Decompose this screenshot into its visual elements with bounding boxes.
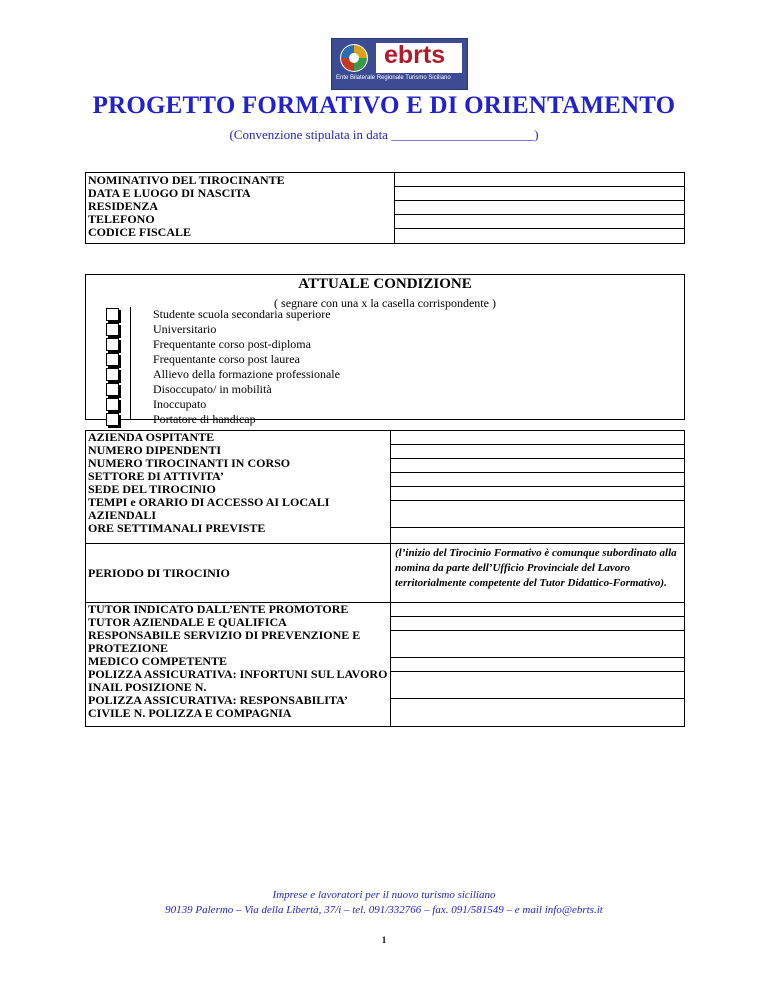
birth-date-place-label: DATA E LUOGO DI NASCITA xyxy=(88,186,251,200)
trainee-labels xyxy=(86,173,395,244)
doctor-label: MEDICO COMPETENTE xyxy=(88,654,228,668)
promoter-tutor-field[interactable] xyxy=(391,603,684,617)
condition-option-label: Portatore di handicap xyxy=(153,412,256,426)
doctor-field[interactable] xyxy=(391,658,684,672)
company-tutor-label: TUTOR AZIENDALE E QUALIFICA xyxy=(88,615,287,629)
agreement-date-line: (Convenzione stipulata in data ______________________) xyxy=(229,127,539,142)
logo-subtitle: Ente Bilaterale Regionale Turismo Siciliano xyxy=(336,75,451,81)
employees-field[interactable] xyxy=(391,445,684,459)
page-title: PROGETTO FORMATIVO E DI ORIENTAMENTO xyxy=(92,92,676,119)
checkbox[interactable] xyxy=(106,323,119,336)
checkbox[interactable] xyxy=(106,353,119,366)
training-site-label: SEDE DEL TIROCINIO xyxy=(88,482,216,496)
trainee-name-field[interactable] xyxy=(395,173,684,187)
logo-swirl-icon xyxy=(337,42,371,74)
logo-text: ebrts xyxy=(384,41,446,69)
tutor-labels xyxy=(86,603,391,727)
condition-option-label: Inoccupato xyxy=(153,397,207,411)
footer-tagline: Imprese e lavoratori per il nuovo turismo siciliano xyxy=(272,889,496,901)
company-data-table xyxy=(85,430,685,727)
host-company-field[interactable] xyxy=(391,431,684,445)
page-number: 1 xyxy=(381,935,387,945)
inail-policy-label: POLIZZA ASSICURATIVA: INFORTUNI SUL LAVORO INAIL POSIZIONE N. xyxy=(88,667,388,694)
tutor-values xyxy=(391,603,685,727)
training-period-note: (l’inizio del Tirocinio Formativo è comunque subordinato alla nomina da parte dell’Ufficio Provinciale del Lavoro territorialmente competente del Tutor Didattico-Formativo). xyxy=(391,544,685,603)
access-times-label: TEMPI e ORARIO DI ACCESSO AI LOCALI AZIENDALI xyxy=(88,495,330,522)
residence-field[interactable] xyxy=(395,201,684,215)
footer xyxy=(0,888,768,918)
host-company-label: AZIENDA OSPITANTE xyxy=(88,430,215,444)
training-period-cell xyxy=(86,544,391,603)
liability-policy-label: POLIZZA ASSICURATIVA: RESPONSABILITA’ CIVILE N. POLIZZA E COMPAGNIA xyxy=(88,693,347,720)
weekly-hours-label: ORE SETTIMANALI PREVISTE xyxy=(88,521,266,535)
weekly-hours-field[interactable] xyxy=(391,528,684,541)
residence-label: RESIDENZA xyxy=(88,199,159,213)
company-labels xyxy=(86,431,391,544)
checkbox[interactable] xyxy=(106,413,119,426)
access-times-field[interactable] xyxy=(391,501,684,528)
checkbox[interactable] xyxy=(106,398,119,411)
condition-option-label: Universitario xyxy=(153,322,217,336)
inail-policy-field[interactable] xyxy=(391,672,684,699)
checkbox[interactable] xyxy=(106,308,119,321)
tax-code-label: CODICE FISCALE xyxy=(88,225,192,239)
current-condition-section xyxy=(85,274,685,426)
promoter-tutor-label: TUTOR INDICATO DALL’ENTE PROMOTORE xyxy=(88,602,349,616)
liability-policy-field[interactable] xyxy=(391,699,684,726)
safety-manager-label: RESPONSABILE SERVIZIO DI PREVENZIONE E PROTEZIONE xyxy=(88,628,361,655)
phone-label: TELEFONO xyxy=(88,212,155,226)
trainees-count-label: NUMERO TIROCINANTI IN CORSO xyxy=(88,456,291,470)
sector-label: SETTORE DI ATTIVITA’ xyxy=(88,469,224,483)
ebrts-logo xyxy=(331,38,468,90)
company-values xyxy=(391,431,685,544)
trainee-data-table xyxy=(85,172,685,244)
condition-option-label: Frequentante corso post-diploma xyxy=(153,337,311,351)
trainee-name-label: NOMINATIVO DEL TIROCINANTE xyxy=(88,173,285,187)
tax-code-field[interactable] xyxy=(395,229,684,244)
condition-option-label: Frequentante corso post laurea xyxy=(153,352,300,366)
company-tutor-field[interactable] xyxy=(391,617,684,631)
condition-option-label: Disoccupato/ in mobilità xyxy=(153,382,272,396)
current-condition-instruction: ( segnare con una x la casella corrispondente ) xyxy=(274,296,496,310)
phone-field[interactable] xyxy=(395,215,684,229)
training-period-label: PERIODO DI TIROCINIO xyxy=(88,565,230,580)
current-condition-heading: ATTUALE CONDIZIONE xyxy=(298,276,472,292)
training-site-field[interactable] xyxy=(391,487,684,501)
trainee-values xyxy=(395,173,685,244)
checkbox[interactable] xyxy=(106,368,119,381)
footer-contacts: 90139 Palermo – Via della Libertà, 37/i – tel. 091/332766 – fax. 091/581549 – e mail info@ebrts.it xyxy=(165,904,603,916)
safety-manager-field[interactable] xyxy=(391,631,684,658)
sector-field[interactable] xyxy=(391,473,684,487)
trainees-count-field[interactable] xyxy=(391,459,684,473)
checkbox[interactable] xyxy=(106,383,119,396)
condition-option-label: Allievo della formazione professionale xyxy=(153,367,340,381)
checkbox[interactable] xyxy=(106,338,119,351)
employees-label: NUMERO DIPENDENTI xyxy=(88,443,222,457)
condition-option-label: Studente scuola secondaria superiore xyxy=(153,307,331,321)
birth-date-place-field[interactable] xyxy=(395,187,684,201)
